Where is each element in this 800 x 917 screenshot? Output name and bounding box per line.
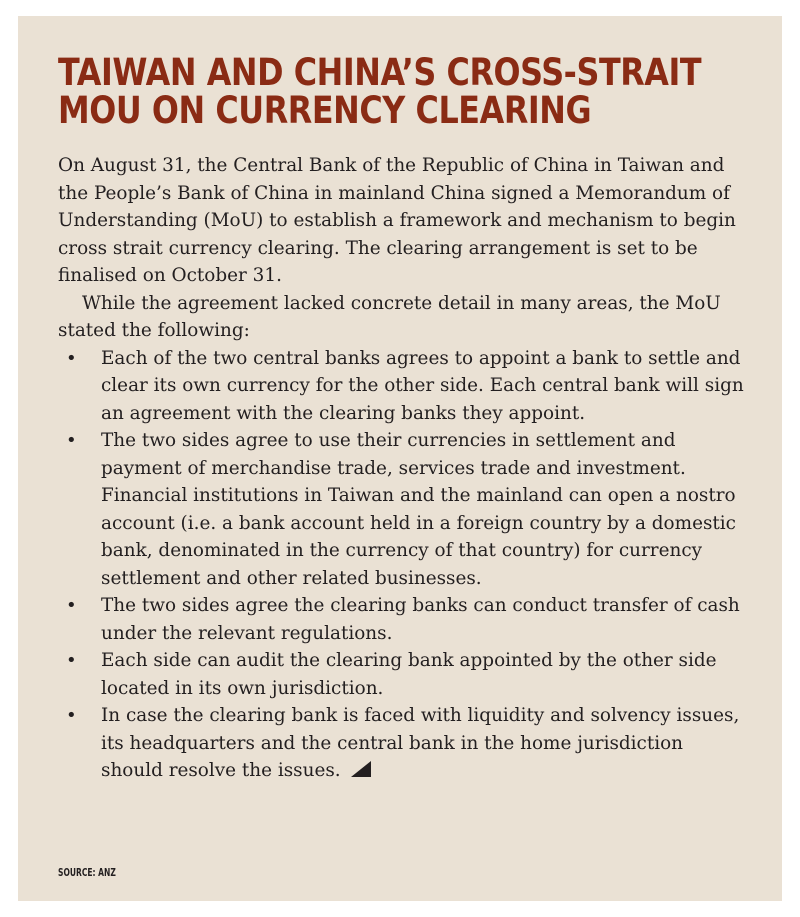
lead-in-paragraph: While the agreement lacked concrete detail in many areas, the MoU stated the following:	[58, 292, 721, 341]
bullet-text: The two sides agree to use their currencies in settlement and payment of merchandise trade, services trade and investment. Financial institutions in Taiwan and the mainland can open a nostro account (i.e. a bank account held in a foreign country by a domestic bank, denominated in the currency of that country) for currency settlement and other related businesses.	[101, 430, 736, 589]
headline	[58, 51, 746, 132]
bullet-icon: •	[66, 347, 77, 369]
bullet-item	[58, 702, 748, 785]
bullet-text: Each side can audit the clearing bank appointed by the other side located in its own jurisdiction.	[101, 650, 717, 699]
headline-line-1: TAIWAN AND CHINA’S CROSS-STRAIT	[58, 51, 702, 94]
bullet-icon: •	[66, 705, 77, 726]
bullet-icon: •	[66, 595, 77, 616]
headline-line-2: MOU ON CURRENCY CLEARING	[58, 89, 592, 132]
source-credit: SOURCE: ANZ	[58, 867, 116, 879]
sidebar-box	[18, 16, 782, 901]
bullet-icon: •	[66, 430, 77, 451]
bullet-item	[58, 647, 748, 702]
bullet-text: In case the clearing bank is faced with liquidity and solvency issues, its headquarters and the central bank in the home jurisdiction should resolve the issues.	[101, 705, 740, 781]
end-of-article-triangle-icon	[351, 761, 371, 777]
bullet-item	[58, 427, 748, 592]
bullet-item	[58, 592, 748, 647]
bullet-item	[58, 345, 748, 428]
bullet-icon: •	[66, 650, 77, 671]
bullet-text: Each of the two central banks agrees to appoint a bank to settle and clear its own currency for the other side. Each central bank will sign an agreement with the clearing banks they appoint.	[101, 347, 744, 424]
bullet-text: The two sides agree the clearing banks can conduct transfer of cash under the relevant regulations.	[101, 595, 740, 644]
bullet-list	[58, 345, 748, 785]
intro-paragraph: On August 31, the Central Bank of the Republic of China in Taiwan and the People’s Bank of China in mainland China signed a Memorandum of Understanding (MoU) to establish a framework and mechanism to begin cross strait currency clearing. The clearing arrangement is set to be finalised on October 31.	[58, 155, 736, 286]
